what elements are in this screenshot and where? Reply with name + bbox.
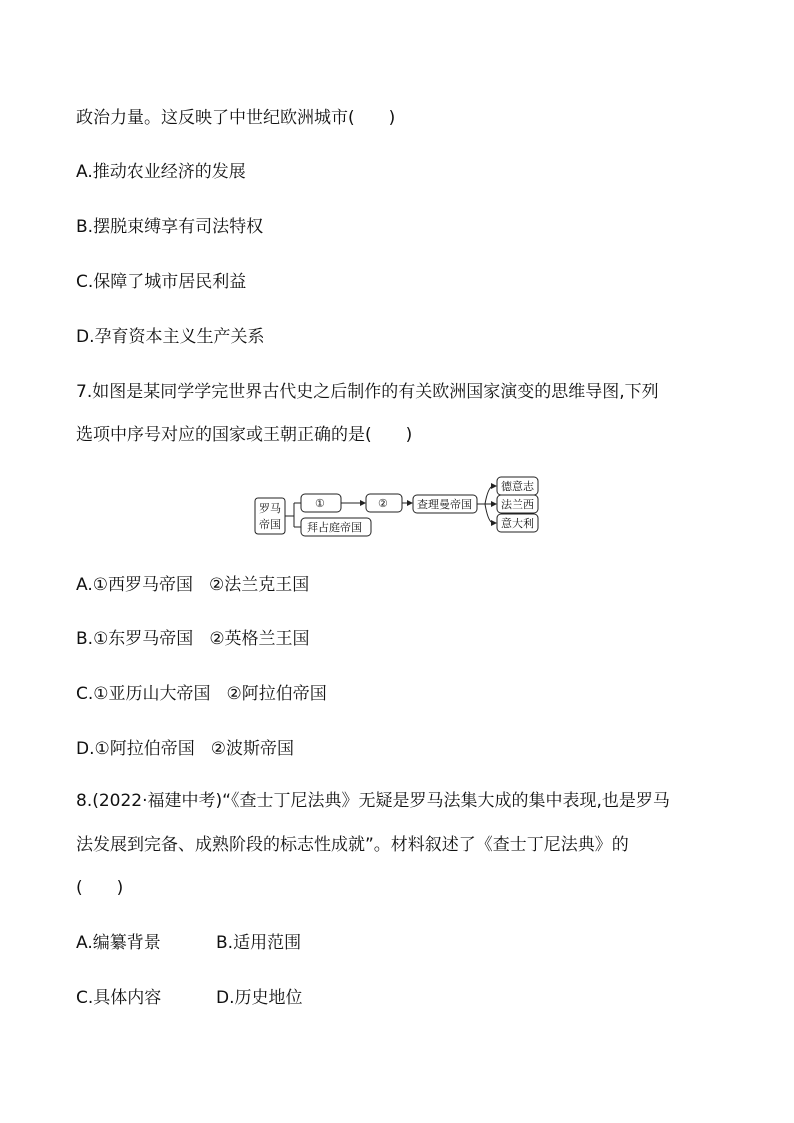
q6-option-c: C.保障了城市居民利益 [76,272,247,292]
box-2-label: ② [378,497,388,510]
rome-label-line1: 罗马 [259,502,281,515]
q8-stem-line3: ( ) [76,878,124,898]
q8-option-a: A.编纂背景 [76,933,161,953]
q8-option-c: C.具体内容 [76,988,162,1008]
q8-option-d: D.历史地位 [216,988,303,1008]
q7-option-a [76,573,734,597]
q7-option-b-part1: B.①东罗马帝国 [76,629,194,649]
q7-stem-line1: 7.如图是某同学学完世界古代史之后制作的有关欧洲国家演变的思维导图,下列 [76,382,659,402]
rome-label-line2: 帝国 [259,518,281,531]
france-label: 法兰西 [501,498,534,511]
q6-option-b: B.摆脱束缚享有司法特权 [76,217,264,237]
q6-stem-tail: 政治力量。这反映了中世纪欧洲城市( ) [76,108,396,128]
charlemagne-label: 查理曼帝国 [417,498,472,511]
italy-label: 意大利 [501,517,534,530]
q7-stem-line2: 选项中序号对应的国家或王朝正确的是( ) [76,425,413,445]
q7-option-a-part1: A.①西罗马帝国 [76,575,193,595]
q7-option-a-part2: ②法兰克王国 [208,575,310,595]
q7-option-c-part1: C.①亚历山大帝国 [76,684,211,704]
q7-option-c-part2: ②阿拉伯帝国 [226,684,327,704]
q8-stem-line1: 8.(2022·福建中考)“《查士丁尼法典》无疑是罗马法集大成的集中表现,也是罗马 [76,791,670,811]
box-1-label: ① [315,497,325,510]
byzantine-label: 拜占庭帝国 [307,521,362,534]
q7-option-c [76,682,734,706]
q7-option-b [76,627,734,651]
q7-option-b-part2: ②英格兰王国 [209,629,310,649]
q6-option-a: A.推动农业经济的发展 [76,162,246,182]
q8-options-row1 [76,931,734,955]
q8-options-row2 [76,986,734,1010]
q7-option-d-part1: D.①阿拉伯帝国 [76,739,195,759]
q8-option-b: B.适用范围 [216,933,302,953]
germany-label: 德意志 [501,480,534,493]
q7-option-d-part2: ②波斯帝国 [210,739,294,759]
q7-option-d [76,737,734,761]
q6-option-d: D.孕育资本主义生产关系 [76,327,265,347]
q8-stem-line2: 法发展到完备、成熟阶段的标志性成就”。材料叙述了《查士丁尼法典》的 [76,835,629,855]
